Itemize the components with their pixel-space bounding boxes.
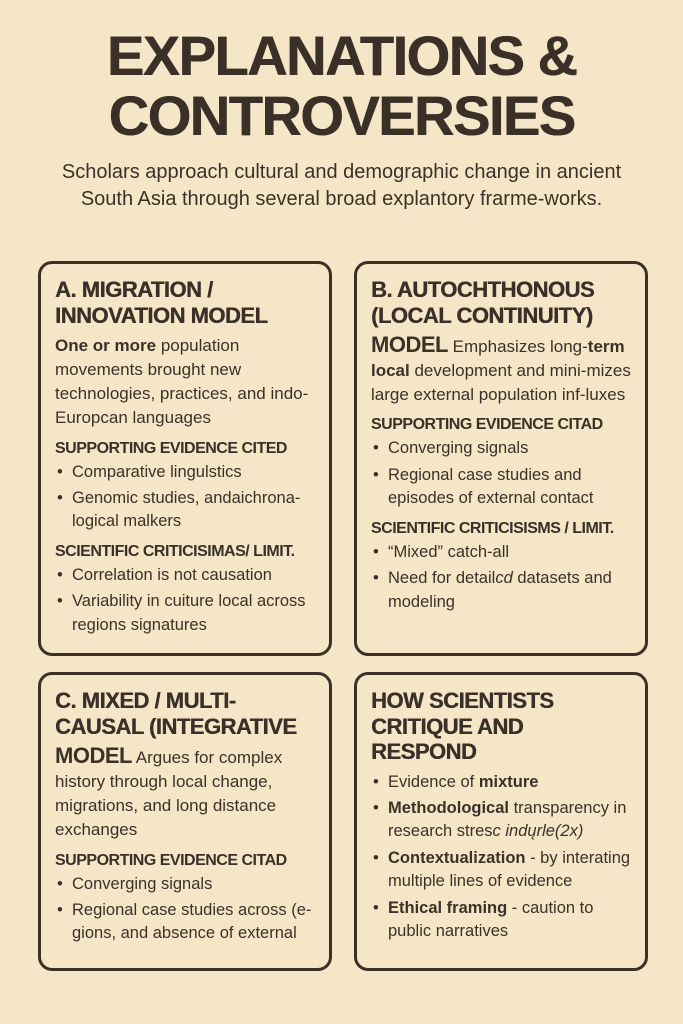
card-d-title-line-3: RESPOND bbox=[371, 739, 477, 765]
bullet-item bbox=[55, 899, 315, 946]
text-segment: Argues for complex history through local change, migrations, and long distance exchanges bbox=[55, 748, 283, 840]
card-c-title bbox=[55, 688, 315, 739]
text-segment: One or more bbox=[55, 336, 157, 356]
card-a-title-line-2: INNOVATION MODEL bbox=[55, 302, 268, 328]
text-segment: datasets and modeling bbox=[388, 569, 612, 611]
card-autochthonous-model bbox=[354, 261, 648, 656]
card-d-title-line-1: HOW SCIENTISTS bbox=[371, 688, 554, 713]
card-a-criticisms-list bbox=[55, 564, 315, 637]
card-d-points-list bbox=[371, 771, 631, 944]
page-title-line-2: CONTROVERSIES bbox=[108, 83, 575, 147]
card-b-title bbox=[371, 277, 631, 328]
text-segment: c indųrle(2x) bbox=[492, 822, 584, 841]
text-segment: Comparative lingulstics bbox=[72, 462, 242, 481]
bullet-item bbox=[371, 437, 631, 460]
card-b-criticisms-list bbox=[371, 541, 631, 614]
card-c-intro bbox=[55, 745, 315, 843]
bullet-item bbox=[371, 541, 631, 564]
bullet-item bbox=[55, 590, 315, 637]
card-a-evidence-heading: SUPPORTING EVIDENCE CITED bbox=[55, 439, 287, 457]
card-d-title-line-2: CRITIQUE AND bbox=[371, 713, 524, 739]
text-segment: Need for detail bbox=[388, 569, 496, 588]
text-segment: Variability in cuiture local across regions signatures bbox=[72, 592, 306, 634]
bullet-item bbox=[371, 567, 631, 614]
bullet-item bbox=[55, 487, 315, 534]
text-segment: mixture bbox=[478, 772, 539, 791]
page-title-line-1: EXPLANATIONS & bbox=[106, 24, 577, 87]
card-a-title bbox=[55, 277, 315, 328]
card-b-title-line-1: B. AUTOCHTHONOUS bbox=[371, 277, 594, 302]
bullet-item bbox=[371, 464, 631, 511]
text-segment: Correlation is not causation bbox=[72, 565, 272, 584]
text-segment: Regional case studies and episodes of external contact bbox=[388, 465, 594, 508]
card-b-evidence-list bbox=[371, 437, 631, 510]
text-segment: term local bbox=[371, 337, 625, 381]
card-c-evidence-list bbox=[55, 873, 315, 946]
card-b-evidence-heading: SUPPORTING EVIDENCE CITAD bbox=[371, 416, 603, 434]
card-d-title bbox=[371, 688, 631, 765]
card-a-intro bbox=[55, 334, 315, 431]
text-segment: MODEL bbox=[371, 332, 448, 358]
text-segment: - by interating multiple lines of evidence bbox=[388, 848, 631, 891]
card-b-title-line-2: (LOCAL CONTINUITY) bbox=[371, 302, 593, 328]
text-segment: Ethical framing bbox=[388, 898, 508, 917]
text-segment: Emphasizes long- bbox=[447, 337, 588, 357]
bullet-item bbox=[55, 873, 315, 896]
card-c-title-line-2: CAUSAL (INTEGRATIVE bbox=[55, 713, 297, 739]
text-segment: Converging signals bbox=[72, 874, 213, 893]
bullet-item bbox=[371, 847, 631, 894]
card-c-evidence-heading: SUPPORTING EVIDENCE CITAD bbox=[55, 851, 287, 869]
card-how-scientists-critique bbox=[354, 672, 648, 971]
bullet-item bbox=[55, 564, 315, 587]
bullet-item bbox=[55, 461, 315, 484]
text-segment: Contextualization bbox=[388, 848, 526, 867]
text-segment: cd bbox=[495, 569, 513, 588]
bullet-item bbox=[371, 797, 631, 844]
card-b-intro bbox=[371, 334, 631, 407]
text-segment: Evidence of bbox=[388, 772, 479, 791]
text-segment: transparency in research stres bbox=[388, 798, 627, 841]
text-segment: Genomic studies, andaichrona-logical malkers bbox=[72, 488, 301, 531]
card-a-criticisms-heading: SCIENTIFIC CRITICISIMAS/ LIMIT. bbox=[55, 542, 295, 560]
card-migration-innovation-model bbox=[38, 261, 332, 656]
page-header bbox=[0, 0, 683, 213]
page-subtitle: Scholars approach cultural and demographic change in ancient South Asia through several broad explantory frarme-works. bbox=[61, 160, 622, 210]
text-segment: development and mini-mizes large external population inf-luxes bbox=[371, 361, 631, 405]
text-segment: Methodological bbox=[388, 798, 509, 817]
bullet-item bbox=[371, 771, 631, 794]
bullet-item bbox=[371, 897, 631, 944]
card-b-criticisms-heading: SCIENTIFIC CRITICISISMS / LIMIT. bbox=[371, 519, 614, 537]
card-c-title-line-1: C. MIXED / MULTI- bbox=[55, 688, 236, 713]
text-segment: MODEL bbox=[55, 743, 132, 769]
page-title bbox=[18, 26, 665, 146]
text-segment: - caution to public narratives bbox=[388, 898, 594, 941]
card-mixed-multicausal-model bbox=[38, 672, 332, 971]
text-segment: population movements brought new technologies, practices, and indo-Europcan languages bbox=[55, 336, 309, 428]
text-segment: “Mixed” catch-all bbox=[388, 542, 510, 561]
text-segment: Converging signals bbox=[388, 439, 529, 458]
text-segment: Regional case studies across (e-gions, and absence of external bbox=[72, 900, 312, 943]
card-a-title-line-1: A. MIGRATION / bbox=[55, 277, 213, 302]
card-a-evidence-list bbox=[55, 461, 315, 534]
